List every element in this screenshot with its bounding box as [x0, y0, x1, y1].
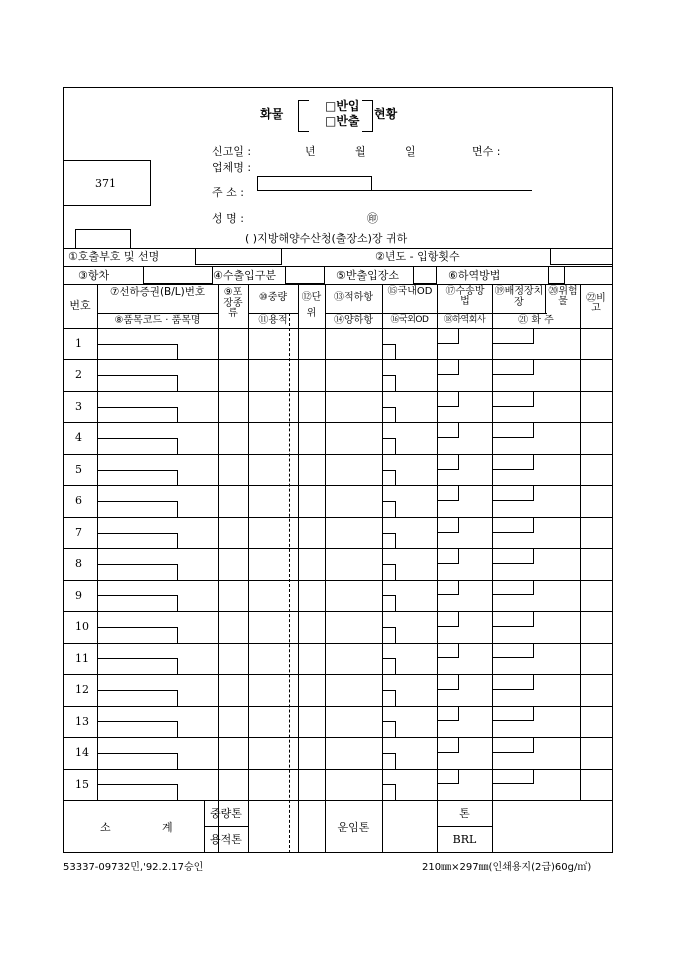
unloading-label: ⑥하역방법 — [448, 269, 501, 282]
transport-divider — [437, 454, 459, 470]
col-stevedore: ⑱하역회사 — [443, 315, 486, 325]
storage-divider — [492, 548, 534, 564]
bl-item-divider — [97, 784, 178, 800]
transport-divider — [437, 359, 459, 375]
bl-item-divider — [97, 375, 178, 391]
transport-divider — [437, 737, 459, 753]
weight-ton-label: 중량톤 — [210, 807, 242, 820]
row-number: 4 — [75, 431, 82, 445]
col-unit: ⑫단위 — [301, 292, 322, 319]
transport-divider — [437, 485, 459, 501]
rule — [97, 284, 98, 328]
bl-item-divider — [97, 470, 178, 486]
od-divider — [382, 438, 396, 454]
import-export-field[interactable] — [285, 266, 325, 284]
row-number: 9 — [75, 588, 82, 602]
small-box — [75, 229, 131, 249]
col-pack: ⑨포장종류 — [223, 287, 243, 319]
col-remarks: ㉒비고 — [586, 293, 606, 314]
unloading-field[interactable] — [548, 266, 565, 284]
pages-label: 면수 : — [472, 145, 501, 158]
bl-item-divider — [97, 658, 178, 674]
call-sign-label: ①호출부호 및 선명 — [68, 250, 160, 263]
transport-divider — [437, 611, 459, 627]
od-divider — [382, 344, 396, 360]
call-sign-field[interactable] — [195, 248, 282, 265]
bl-item-divider — [97, 595, 178, 611]
brl-label: BRL — [452, 833, 477, 846]
address-line — [372, 190, 532, 191]
od-divider — [382, 533, 396, 549]
address-box[interactable] — [257, 176, 372, 191]
row-number: 7 — [75, 525, 82, 539]
col-discharge-port: ⑭양하항 — [334, 315, 373, 326]
bl-item-divider — [97, 438, 178, 454]
addressee: ( )지방해양수산청(출장소)장 귀하 — [245, 232, 408, 245]
transport-divider — [437, 580, 459, 596]
od-divider — [382, 627, 396, 643]
row-number: 14 — [75, 746, 89, 760]
freight-ton-label: 운임톤 — [337, 821, 370, 834]
storage-divider — [492, 674, 534, 690]
import-export-label: ④수출입구분 — [213, 269, 276, 282]
storage-divider — [492, 611, 534, 627]
row-number: 11 — [75, 651, 89, 665]
od-divider — [382, 690, 396, 706]
col-weight: ⑩중량 — [258, 292, 288, 303]
transport-divider — [437, 548, 459, 564]
rule — [580, 284, 581, 328]
transport-divider — [437, 643, 459, 659]
transport-divider — [437, 769, 459, 785]
od-divider — [382, 501, 396, 517]
bracket-left — [298, 100, 309, 132]
od-divider — [382, 407, 396, 423]
ton-label: 톤 — [459, 807, 470, 820]
rule — [545, 284, 546, 313]
seal-mark: ㊞ — [367, 212, 378, 225]
voyage-label: ③항차 — [78, 269, 110, 282]
title-prefix: 화물 — [260, 107, 284, 121]
paper-spec: 210㎜×297㎜(인쇄용지(2급)60g/㎡) — [422, 862, 592, 873]
bl-item-divider — [97, 690, 178, 706]
bl-item-divider — [97, 753, 178, 769]
transport-divider — [437, 706, 459, 722]
company-label: 업체명 : — [212, 161, 252, 174]
transport-divider — [437, 674, 459, 690]
row-number: 8 — [75, 557, 82, 571]
storage-divider — [492, 328, 534, 344]
approval-note: 53337-09732민,'92.2.17승인 — [63, 862, 204, 873]
col-loading-port: ⑬적하항 — [334, 292, 373, 303]
address-label: 주 소 : — [212, 186, 244, 199]
col-item: ⑧품목코드 · 품목명 — [114, 315, 201, 326]
row-number: 1 — [75, 337, 82, 350]
form-number: 371 — [95, 177, 116, 190]
col-volume: ⑪용적 — [258, 315, 288, 326]
option-carry-in[interactable]: □반입 — [325, 99, 360, 113]
year-count-label: ②년도 - 입항횟수 — [375, 250, 460, 263]
od-divider — [382, 375, 396, 391]
storage-divider — [492, 517, 534, 533]
bl-item-divider — [97, 627, 178, 643]
storage-divider — [492, 391, 534, 407]
transport-divider — [437, 517, 459, 533]
col-storage: ⑲배정장치장 — [494, 286, 544, 308]
bl-item-divider — [97, 501, 178, 517]
col-bl-no: ⑦선하증권(B/L)번호 — [109, 286, 206, 298]
row-number: 2 — [75, 368, 82, 382]
row-number: 3 — [75, 399, 82, 413]
storage-divider — [492, 737, 534, 753]
name-label: 성 명 : — [212, 212, 244, 225]
month-label: 월 — [355, 145, 366, 158]
storage-divider — [492, 643, 534, 659]
od-divider — [382, 658, 396, 674]
row-number: 15 — [75, 777, 89, 791]
bracket-right — [362, 100, 373, 132]
row-number: 12 — [75, 683, 89, 697]
col-no: 번호 — [69, 299, 91, 312]
day-label: 일 — [405, 145, 416, 158]
row-number: 13 — [75, 714, 89, 728]
col-domestic-od: ⑮국내OD — [387, 286, 433, 297]
row-number: 10 — [75, 620, 89, 634]
storage-divider — [492, 769, 534, 785]
bl-item-divider — [97, 721, 178, 737]
bl-item-divider — [97, 564, 178, 580]
storage-divider — [492, 454, 534, 470]
row-number: 6 — [75, 494, 82, 508]
od-divider — [382, 721, 396, 737]
location-label: ⑤반출입장소 — [336, 269, 399, 282]
title-suffix: 현황 — [374, 107, 398, 121]
year-label: 년 — [305, 145, 316, 158]
od-divider — [382, 784, 396, 800]
bl-item-divider — [97, 533, 178, 549]
col-shipper: ㉑ 화 주 — [518, 315, 554, 326]
od-divider — [382, 470, 396, 486]
report-date-label: 신고일 : — [212, 145, 252, 158]
storage-divider — [492, 580, 534, 596]
storage-divider — [492, 422, 534, 438]
od-divider — [382, 753, 396, 769]
rule — [63, 800, 613, 801]
storage-divider — [492, 485, 534, 501]
od-divider — [382, 564, 396, 580]
year-count-field[interactable] — [550, 248, 613, 265]
transport-divider — [437, 422, 459, 438]
location-field[interactable] — [413, 266, 437, 284]
subtotal-label-1: 소 — [100, 821, 111, 834]
voyage-field[interactable] — [143, 266, 213, 284]
storage-divider — [492, 359, 534, 375]
transport-divider — [437, 391, 459, 407]
volume-ton-label: 용적톤 — [210, 833, 242, 846]
col-dangerous: ⑳위험물 — [548, 286, 578, 307]
storage-divider — [492, 706, 534, 722]
transport-divider — [437, 328, 459, 344]
bl-item-divider — [97, 344, 178, 360]
subtotal-label-2: 계 — [162, 821, 173, 834]
col-transport: ⑰수송방법 — [445, 286, 485, 307]
row-number: 5 — [75, 462, 82, 476]
od-divider — [382, 595, 396, 611]
option-carry-out[interactable]: □반출 — [325, 114, 360, 128]
bl-item-divider — [97, 407, 178, 423]
col-foreign-od: ⑯국외OD — [390, 315, 429, 325]
